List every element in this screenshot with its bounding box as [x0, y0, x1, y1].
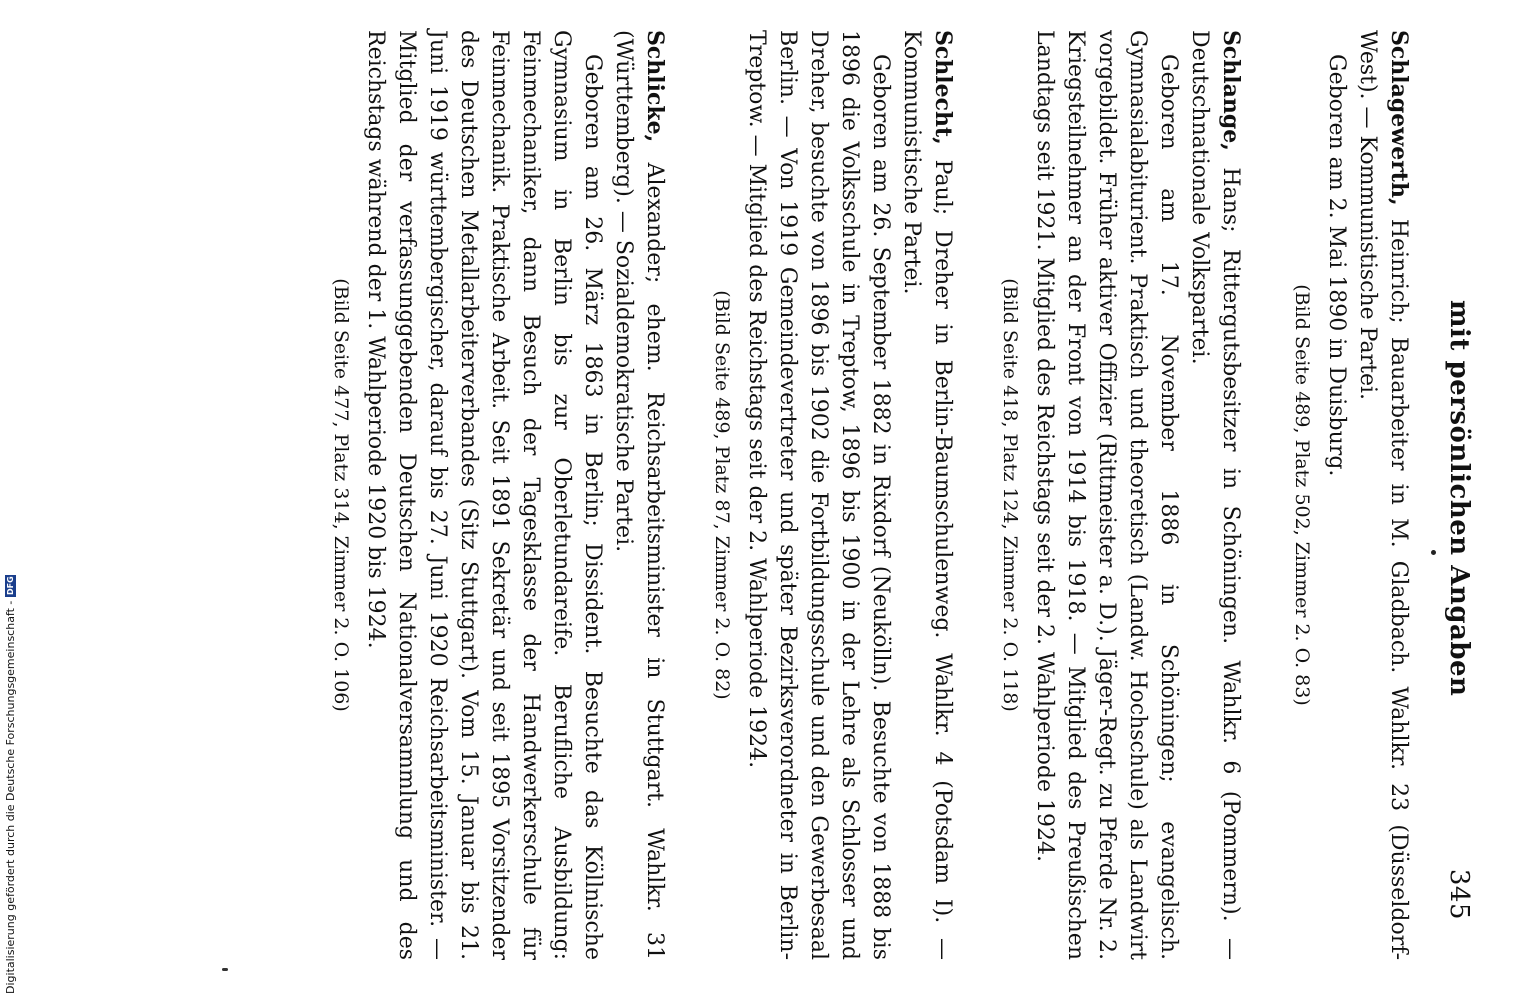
entry-heading: [896, 30, 958, 960]
entry-body: Geboren am 26. September 1882 in Rixdorf (Neukölln). Besuchte von 1888 bis 1896 die Volksschule in Treptow, 1896 bis 1900 in der Lehre als Schlosser und Dreher, besuchte von 1896 bis 1902 die Fortbildungsschule und den Gewerbesaal Berlin. — Von 1919 Gemeindevertreter und später Bezirksverordneter in Berlin-Treptow. — Mitglied des Reichstags seit der 2. Wahlperiode 1924.: [744, 30, 893, 960]
rotated-page: [100, 20, 1480, 970]
entry-affiliation: Paul; Dreher in Berlin-Baumschulenweg. Wahlkr. 4 (Potsdam I). — Kommunistische Partei.: [899, 30, 955, 960]
biography-entry: [994, 30, 1246, 960]
entry-name: Schlange,: [1218, 30, 1244, 151]
entry-reference: (Bild Seite 418, Platz 124, Zimmer 2. O. 118): [999, 278, 1021, 712]
entry-heading: [1352, 30, 1414, 960]
decorative-dot: [1431, 550, 1436, 555]
entry-reference: (Bild Seite 489, Platz 502, Zimmer 2. O. 83): [1291, 284, 1313, 706]
dfg-logo-icon: DFG: [6, 576, 15, 595]
entry-body: Geboren am 2. Mai 1890 in Duisburg.: [1324, 54, 1349, 477]
biography-entry: [1286, 30, 1414, 960]
entry-reference: (Bild Seite 477, Platz 314, Zimmer 2. O. 106): [330, 278, 352, 712]
digitization-footer: [4, 575, 17, 994]
entry-body: Geboren am 17. November 1886 in Schöningen; evangelisch. Gymnasialabiturient. Praktisch und theoretisch (Landw. Hochschule) als Landwirt vorgebildet. Früher aktiver Offizier (Rittmeister a. D.). Jäger-Regt. zu Pferde Nr. 2. Kriegsteilnehmer an der Front von 1914 bis 1918. — Mitglied des Preußischen Landtags seit 1921. Mitglied des Reichstags seit der 2. Wahlperiode 1924.: [1032, 30, 1181, 960]
page-number: 345: [1444, 868, 1474, 920]
header-title: mit persönlichen Angaben: [1444, 300, 1474, 697]
entry-affiliation: Hans; Rittergutsbesitzer in Schöningen. Wahlkr. 6 (Pommern). — Deutschnationale Volkspartei.: [1187, 30, 1243, 960]
entry-name: Schlicke,: [642, 30, 668, 143]
entry-affiliation: Heinrich; Bauarbeiter in M. Gladbach. Wahlkr. 23 (Düsseldorf-West). — Kommunistische Partei.: [1355, 30, 1411, 960]
entry-heading: [608, 30, 670, 960]
entry-name: Schlecht,: [930, 30, 956, 145]
page-header: [1434, 30, 1480, 960]
scan-speck: [222, 968, 228, 971]
biography-entry: [706, 30, 958, 960]
footer-text: Digitalisierung gefördert durch die Deutsche Forschungsgemeinschaft -: [4, 600, 17, 994]
entry-name: Schlagewerth,: [1386, 30, 1412, 206]
entry-affiliation: Alexander; ehem. Reichsarbeitsminister in Stuttgart. Wahlkr. 31 (Württemberg). — Sozialdemokratische Partei.: [611, 30, 667, 960]
entry-heading: [1184, 30, 1246, 960]
biography-entry: [325, 30, 670, 960]
entry-body: Geboren am 26. März 1863 in Berlin; Dissident. Besuchte das Köllnische Gymnasium in Berlin bis zur Oberletundareife. Berufliche Ausbildung: Feinmechaniker, dann Besuch der Tagesklasse der Handwerkerschule für Feinmechanik. Praktische Arbeit. Seit 1891 Sekretär und seit 1895 Vorsitzender des Deutschen Metallarbeiterverbandes (Sitz Stuttgart). Vom 15. Januar bis 21. Juni 1919 württembergischer, darauf bis 27. Juni 1920 Reichsarbeitsminister. — Mitglied der verfassunggebenden Deutschen Nationalversammlung und des Reichstags während der 1. Wahlperiode 1920 bis 1924.: [363, 30, 605, 960]
entry-reference: (Bild Seite 489, Platz 87, Zimmer 2. O. 82): [711, 290, 733, 700]
